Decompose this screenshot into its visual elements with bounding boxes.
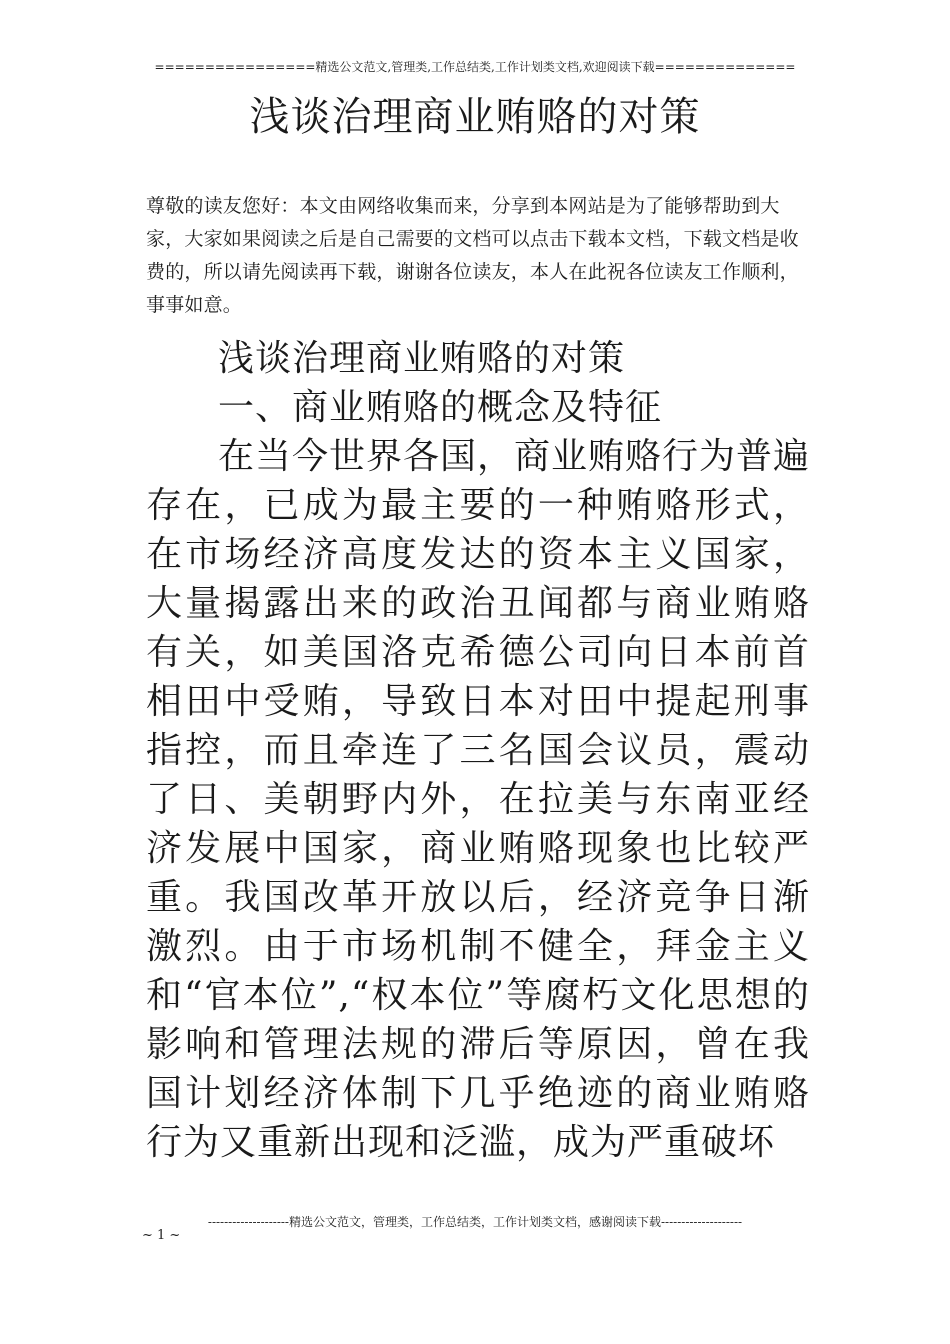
page-header: ================精选公文范文,管理类,工作总结类,工作计划类文档,欢迎阅读下载============== bbox=[154, 60, 796, 74]
document-body bbox=[146, 334, 810, 1167]
reader-notice: 尊敬的读友您好：本文由网络收集而来，分享到本网站是为了能够帮助到大家，大家如果阅读之后是自己需要的文档可以点击下载本文档，下载文档是收费的，所以请先阅读再下载，谢谢各位读友，本人在此祝各位读友工作顺利，事事如意。 bbox=[146, 195, 799, 316]
page-number: ~ 1 ~ bbox=[142, 1228, 181, 1243]
body-subtitle: 浅谈治理商业贿赂的对策 bbox=[218, 338, 626, 379]
page-footer: --------------------精选公文范文，管理类，工作总结类，工作计划类文档，感谢阅读下载-------------------- bbox=[207, 1215, 743, 1229]
body-paragraph: 在当今世界各国，商业贿赂行为普遍存在，已成为最主要的一种贿赂形式，在市场经济高度发达的资本主义国家，大量揭露出来的政治丑闻都与商业贿赂有关，如美国洛克希德公司向日本前首相田中受贿，导致日本对田中提起刑事指控，而且牵连了三名国会议员，震动了日、美朝野内外，在拉美与东南亚经济发展中国家，商业贿赂现象也比较严重。我国改革开放以后，经济竞争日渐激烈。由于市场机制不健全，拜金主义和“官本位”,“权本位”等腐朽文化思想的影响和管理法规的滞后等原因，曾在我国计划经济体制下几乎绝迹的商业贿赂行为又重新出现和泛滥，成为严重破坏 bbox=[146, 436, 811, 1163]
section-heading: 一、商业贿赂的概念及特征 bbox=[218, 387, 663, 428]
document-title: 浅谈治理商业贿赂的对策 bbox=[249, 94, 701, 140]
